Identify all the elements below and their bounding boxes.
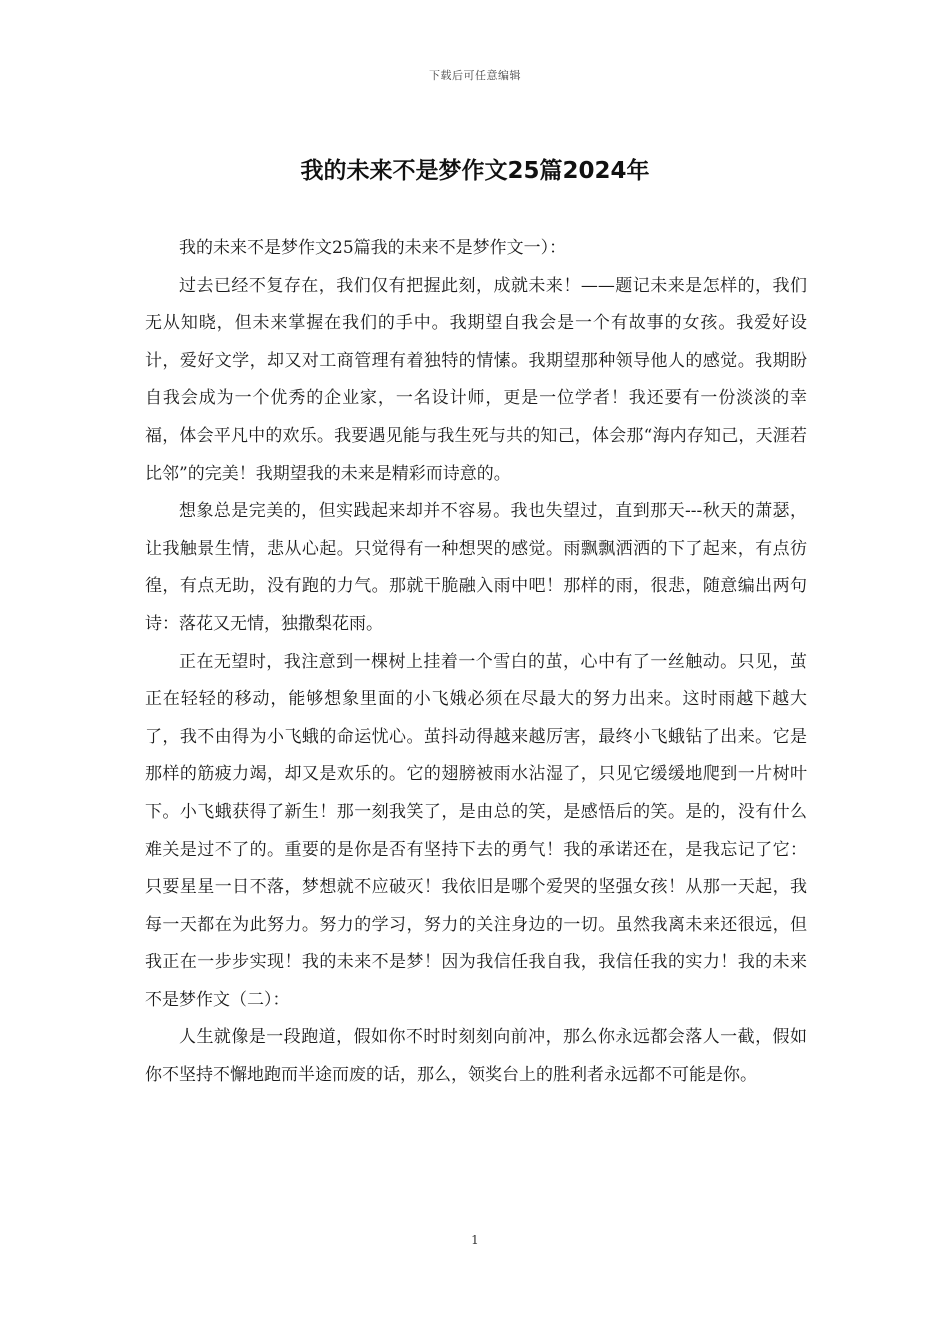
document-body [145, 230, 807, 1095]
paragraph: 过去已经不复存在，我们仅有把握此刻，成就未来！——题记未来是怎样的，我们无从知晓，但未来掌握在我们的手中。我期望自我会是一个有故事的女孩。我爱好设计，爱好文学，却又对工商管理有着独特的情愫。我期望那种领导他人的感觉。我期盼自我会成为一个优秀的企业家，一名设计师，更是一位学者！我还要有一份淡淡的幸福，体会平凡中的欢乐。我要遇见能与我生死与共的知己，体会那“海内存知己，天涯若比邻”的完美！我期望我的未来是精彩而诗意的。 [145, 275, 807, 484]
paragraph: 想象总是完美的，但实践起来却并不容易。我也失望过，直到那天---秋天的萧瑟，让我触景生情，悲从心起。只觉得有一种想哭的感觉。雨飘飘洒洒的下了起来，有点彷徨，有点无助，没有跑的力气。那就干脆融入雨中吧！那样的雨，很悲，随意编出两句诗：落花又无情，独撒梨花雨。 [145, 501, 807, 634]
paragraph: 人生就像是一段跑道，假如你不时时刻刻向前冲，那么你永远都会落人一截，假如你不坚持不懈地跑而半途而废的话，那么，领奖台上的胜利者永远都不可能是你。 [145, 1027, 807, 1086]
page-number: 1 [471, 1233, 479, 1247]
paragraph: 正在无望时，我注意到一棵树上挂着一个雪白的茧，心中有了一丝触动。只见，茧正在轻轻的移动，能够想象里面的小飞娥必须在尽最大的努力出来。这时雨越下越大了，我不由得为小飞蛾的命运忧心。茧抖动得越来越厉害，最终小飞蛾钻了出来。它是那样的筋疲力竭，却又是欢乐的。它的翅膀被雨水沾湿了，只见它缓缓地爬到一片树叶下。小飞蛾获得了新生！那一刻我笑了，是由总的笑，是感悟后的笑。是的，没有什么难关是过不了的。重要的是你是否有坚持下去的勇气！我的承诺还在，是我忘记了它：只要星星一日不落，梦想就不应破灭！我依旧是哪个爱哭的坚强女孩！从那一天起，我每一天都在为此努力。努力的学习，努力的关注身边的一切。虽然我离未来还很远，但我正在一步步实现！我的未来不是梦！因为我信任我自我，我信任我的实力！我的未来不是梦作文（二）： [145, 651, 807, 1010]
header-note: 下载后可任意编辑 [429, 69, 521, 82]
paragraph-intro: 我的未来不是梦作文25篇我的未来不是梦作文一）： [179, 238, 567, 258]
document-title: 我的未来不是梦作文25篇2024年 [300, 158, 650, 184]
